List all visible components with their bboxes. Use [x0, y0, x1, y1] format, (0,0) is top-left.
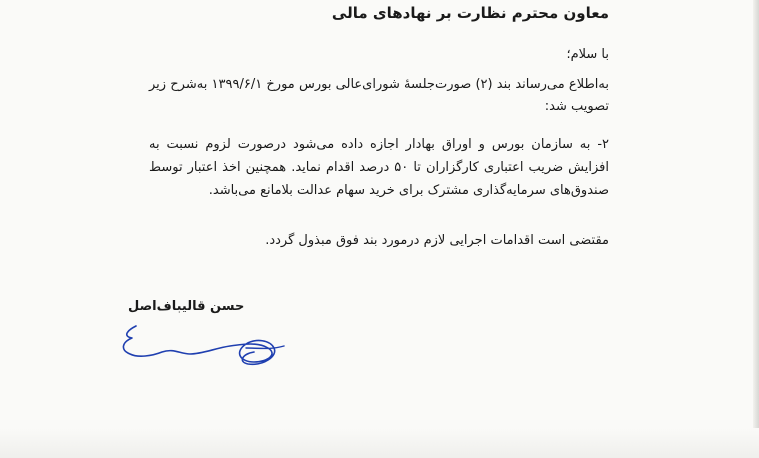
recipient-heading: معاون محترم نظارت بر نهادهای مالی — [331, 4, 609, 22]
closing-paragraph: مقتضی است اقدامات اجرایی لازم درمورد بند فوق مبذول گردد. — [265, 233, 609, 248]
greeting-line: با سلام؛ — [566, 47, 609, 62]
signer-name: حسن قالیباف‌اصل — [128, 299, 245, 314]
paper-edge — [753, 0, 759, 458]
signature-scribble — [118, 318, 288, 374]
paper-shadow — [0, 428, 759, 458]
signature-stroke — [123, 326, 274, 364]
resolution-paragraph: ۲- به سازمان بورس و اوراق بهادار اجازه داده می‌شود درصورت لزوم نسبت به افزایش ضریب اعتباری کارگزاران تا ۵۰ درصد اقدام نماید. همچنین اخذ اعتبار توسط صندوق‌های سرمایه‌گذاری مشترک برای خرید سهام عدالت بلامانع می‌باشد. — [149, 137, 609, 198]
intro-paragraph: به‌اطلاع می‌رساند بند (۲) صورت‌جلسهٔ شورای‌عالی بورس مورخ ۱۳۹۹/۶/۱ به‌شرح زیر تصویب شد: — [149, 77, 609, 114]
